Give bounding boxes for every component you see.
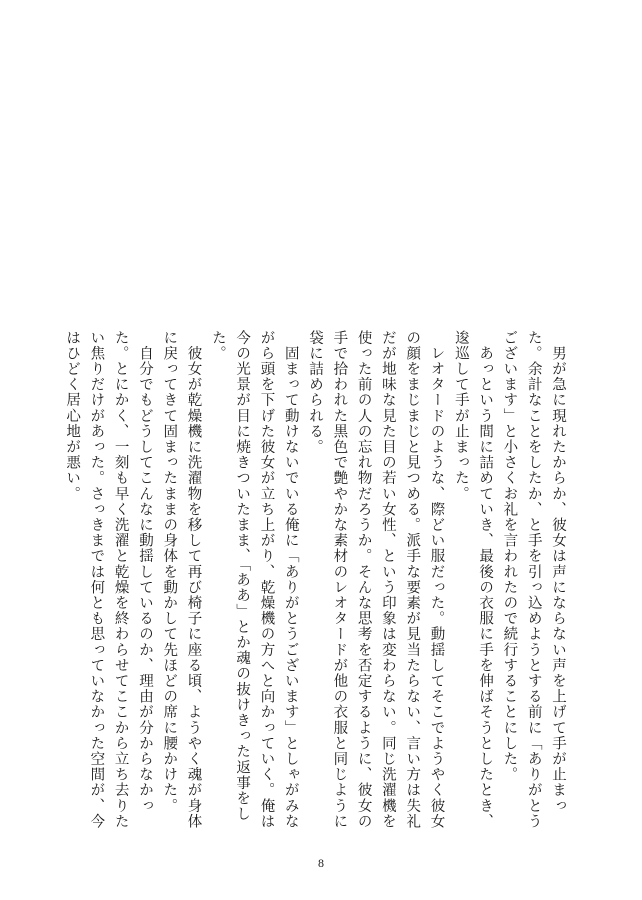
- vertical-text-body: [60, 330, 570, 840]
- paragraph-4: 固まって動けないでいる俺に「ありがとうございます」としゃがみながら頭を下げた彼女が立ち上がり、乾燥機の方へと向かっていく。俺は今の光景が目に焼きついたまま、「ああ」とか魂の抜けきった返事をした。: [209, 330, 299, 830]
- paragraph-1: 男が急に現れたからか、彼女は声にならない声を上げて手が止まった。余計なことをしたか、と手を引っ込めようとする前に「ありがとうございます」と小さくお礼を言われたので続行することにした。: [501, 330, 566, 830]
- page-number: 8: [318, 856, 324, 870]
- paragraph-2: あっという間に詰めていき、最後の衣服に手を伸ばそうとしたとき、逡巡して手が止まった。: [452, 330, 494, 830]
- paragraph-5: 彼女が乾燥機に洗濯物を移して再び椅子に座る頃、ようやく魂が身体に戻ってきて固まったままの身体を動かして先ほどの席に腰かけた。: [161, 330, 202, 830]
- paragraph-6: 自分でもどうしてこんなに動揺しているのか、理由が分からなかった。とにかく、一刻も早く洗濯と乾燥を終わらせてここから立ち去りたい焦りだけがあった。さっきまでは何とも思っていなかった空間が、今はひどく居心地が悪い。: [64, 330, 153, 830]
- paragraph-3: レオタードのような、際どい服だった。動揺してそこでようやく彼女の顔をまじまじと見つめる。派手な要素が見当たらない、言い方は失礼だが地味な見た目の若い女性、という印象は変わらない。同じ洗濯機を使った前の人の忘れ物だろうか。そんな思考を否定するように、彼女の手で拾われた黒色で艶やかな素材のレオタードが他の衣服と同じように袋に詰められる。: [307, 330, 445, 830]
